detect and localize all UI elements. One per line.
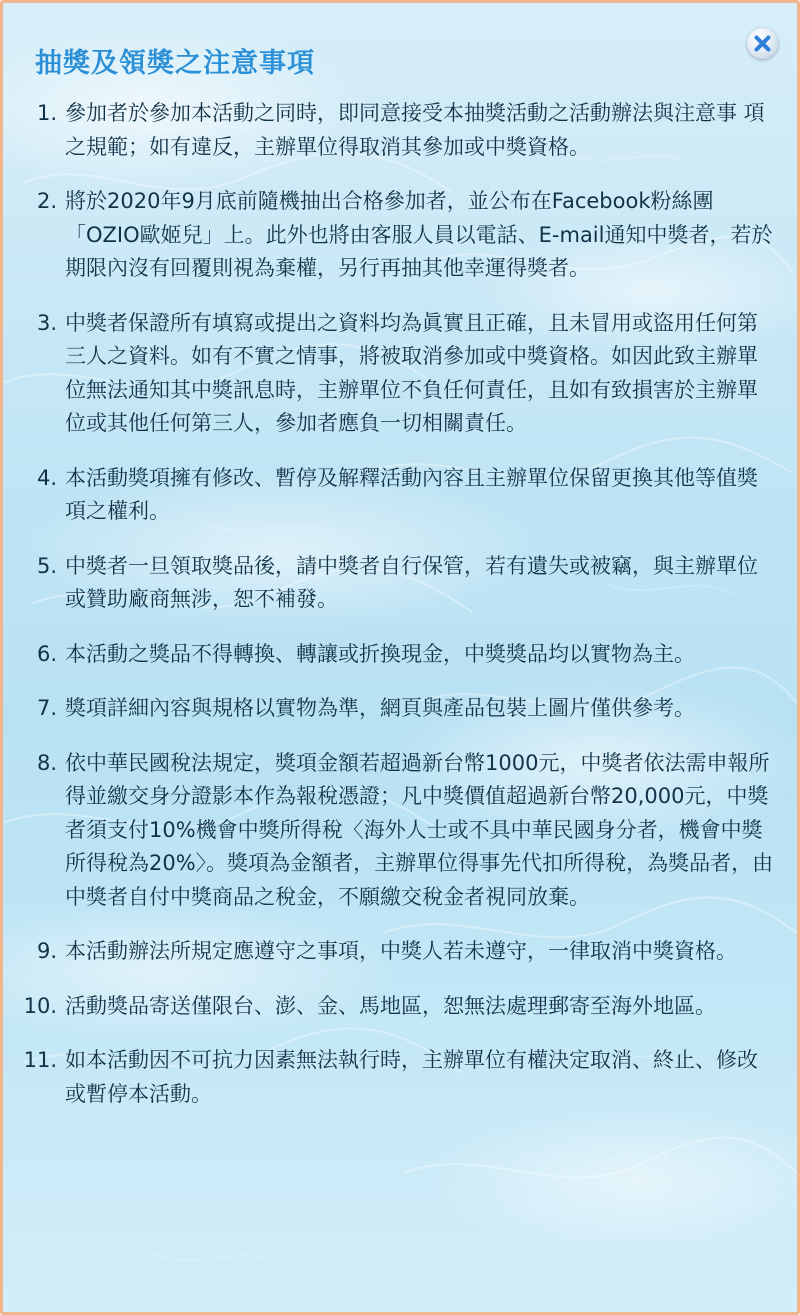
list-item [3, 935, 800, 969]
item-text: 獎項詳細內容與規格以實物為準，網頁與產品包裝上圖片僅供參考。 [65, 696, 695, 720]
notice-list [3, 97, 800, 1132]
list-item [3, 550, 800, 617]
close-x-icon [753, 34, 772, 53]
item-text: 本活動之獎品不得轉換、轉讓或折換現金，中獎獎品均以實物為主。 [65, 641, 695, 666]
item-text: 本活動辦法所規定應遵守之事項，中獎人若未遵守，一律取消中獎資格。 [65, 939, 737, 963]
item-text: 活動獎品寄送僅限台、澎、金、馬地區，恕無法處理郵寄至海外地區。 [65, 993, 716, 1018]
item-number: 1. [36, 101, 57, 125]
item-number: 7. [36, 696, 57, 720]
item-text: 將於2020年9月底前隨機抽出合格參加者，並公布在Facebook粉絲團「OZIO歐姬兒」上。此外也將由客服人員以電話、E-mail通知中獎者，若於期限內沒有回覆則視為棄權，另行再抽其他幸運得獎者。 [65, 189, 773, 280]
list-item [3, 185, 800, 286]
item-number: 8. [36, 750, 57, 775]
item-number: 2. [36, 189, 57, 213]
list-item [3, 97, 800, 164]
list-item [3, 307, 800, 441]
list-item [3, 462, 800, 529]
item-number: 10. [23, 993, 57, 1018]
item-text: 中獎者一旦領取獎品後，請中獎者自行保管，若有遺失或被竊，與主辦單位或贊助廠商無涉，恕不補發。 [65, 553, 758, 611]
item-text: 中獎者保證所有填寫或提出之資料均為眞實且正確，且未冒用或盜用任何第三人之資料。如有不實之情事，將被取消參加或中獎資格。如因此致主辦單位無法通知其中獎訊息時，主辦單位不負任何責任，且如有致損害於主辦單位或其他任何第三人，參加者應負一切相關責任。 [65, 310, 758, 435]
list-item [3, 747, 800, 915]
item-number: 3. [36, 310, 57, 335]
item-text: 依中華民國稅法規定，獎項金額若超過新台幣1000元，中獎者依法需申報所得並繳交身分證影本作為報稅憑證；凡中獎價值超過新台幣20,000元，中獎者須支付10%機會中獎所得稅〈海外人士或不具中華民國身分者，機會中獎所得稅為20%〉。獎項為金額者，主辦單位得事先代扣所得稅，為獎品者，由中獎者自付中獎商品之稅金，不願繳交稅金者視同放棄。 [65, 750, 774, 909]
list-item [3, 638, 800, 672]
item-text: 本活動獎項擁有修改、暫停及解釋活動內容且主辦單位保留更換其他等值獎項之權利。 [65, 465, 758, 523]
list-item [3, 692, 800, 726]
item-number: 4. [36, 465, 57, 490]
close-button[interactable] [747, 28, 778, 59]
list-item [3, 990, 800, 1024]
item-text: 如本活動因不可抗力因素無法執行時，主辦單位有權決定取消、終止、修改或暫停本活動。 [65, 1048, 758, 1106]
item-number: 9. [36, 939, 57, 963]
item-number: 5. [36, 553, 57, 578]
item-number: 11. [23, 1048, 57, 1072]
item-text: 參加者於參加本活動之同時，即同意接受本抽獎活動之活動辦法與注意事 項之規範；如有違反，主辦單位得取消其參加或中獎資格。 [65, 101, 765, 159]
list-item [3, 1044, 800, 1111]
modal-title: 抽獎及領獎之注意事項 [35, 48, 315, 79]
item-number: 6. [36, 641, 57, 666]
